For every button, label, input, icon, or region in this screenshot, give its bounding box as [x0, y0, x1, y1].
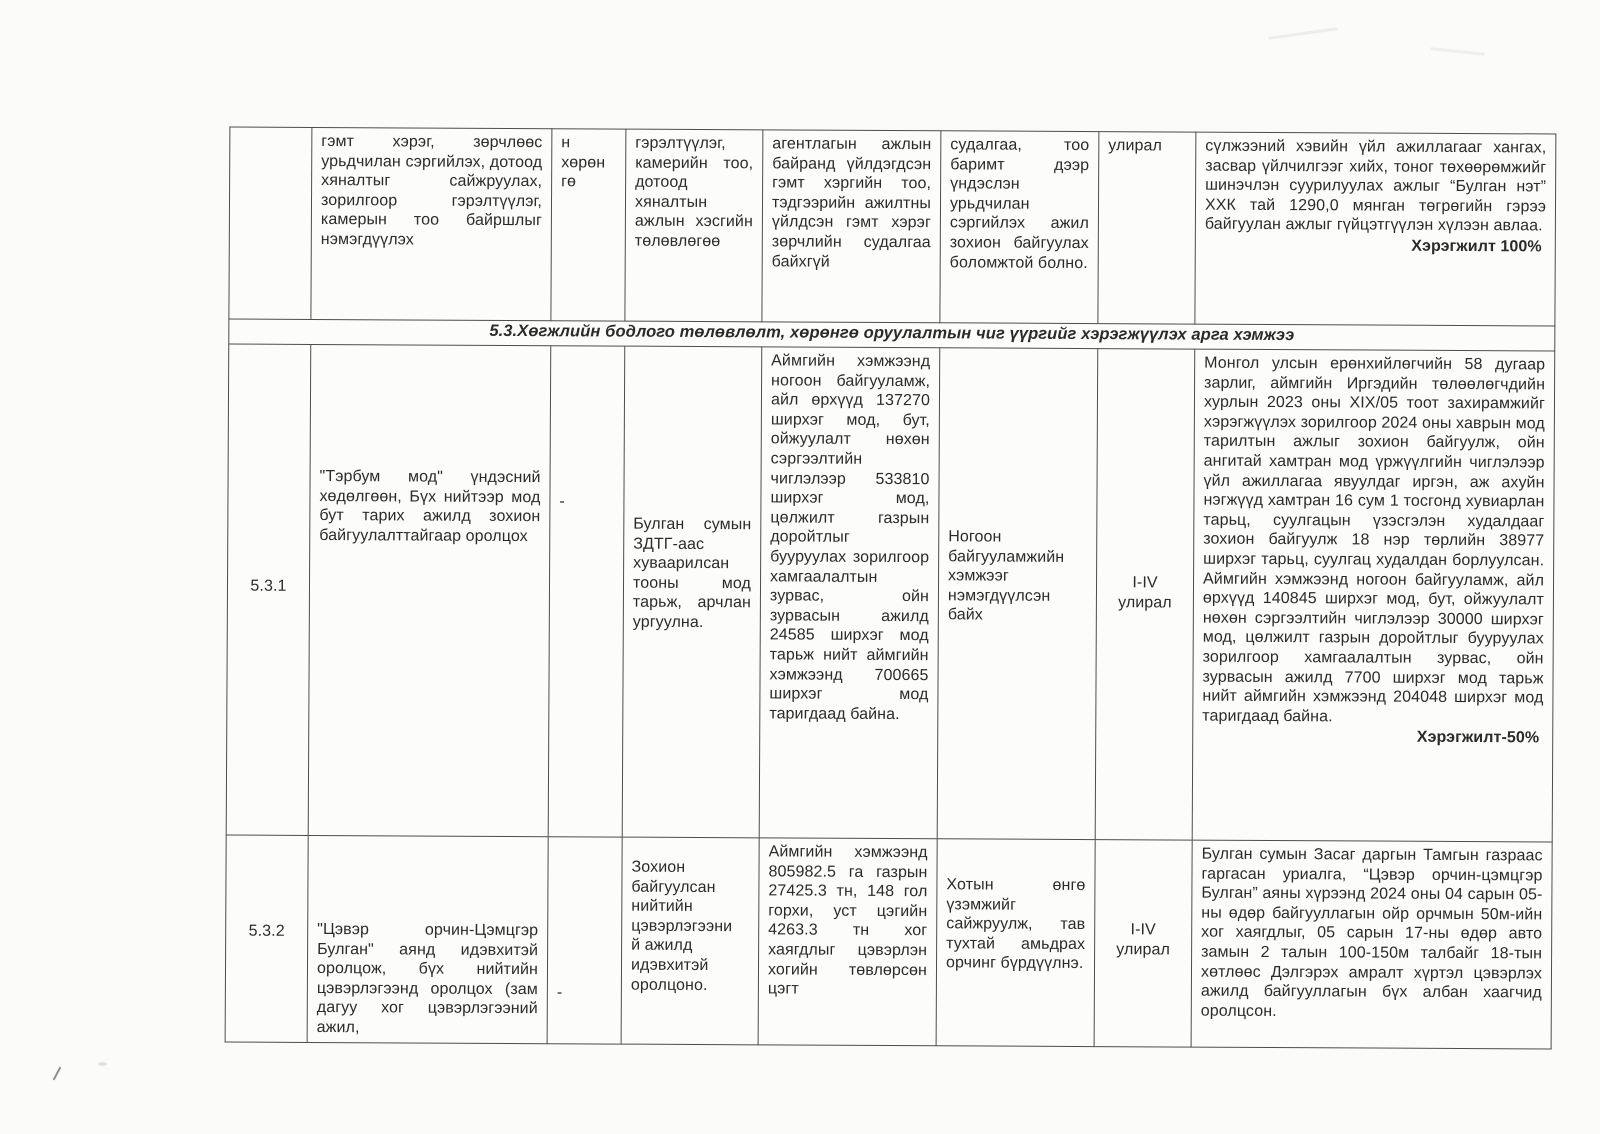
cell-531-period: I-IV улирал — [1095, 349, 1195, 841]
cell-531-target: Ногоон байгууламжийн хэмжээг нэмэгдүүлсэн байх — [937, 348, 1098, 840]
scan-artifact-streak — [1268, 27, 1338, 40]
result-text: Монгол улсын ерөнхийлөгчийн 58 дугаар зарлиг, аймгийн Иргэдийн төлөөлөгчдийн хурлын 2023 оны XIX/05 тоот захирамжийг хэрэгжүүлэх зорилгоор 2024 оны хаврын мод тарилтын ажлыг зохион байгуулж, ойн ангитай хамтран мод үржүүлгийн чиглэлээр үйл ажиллагаа явуулдаг иргэн, аж ахуйн нэгжүүд хамтран 16 сум 1 тосгонд хувиарлан тарьц, суулгацын үзэсгэлэн худалдааг зохион байгуулж 18 нэр төрлийн 38977 ширхэг тарьц, суулгац худалдан борлуулсан. Аймгийн хэмжээнд ногоон байгууламж, айл өрхүүд 140845 ширхэг мод, бут, ойжуулалт нөхөн сэргээлтийн чиглэлээр 30000 ширхэг мод, цөлжилт газрын доройтлыг бууруулах зорилгоор хамгаалалтын зурвас, ойн зурвасын ажилд 7700 ширхэг мод тарьж нийт аймгийн хэмжээнд 204048 ширхэг мод таригдаад байна. — [1202, 354, 1546, 726]
scan-artifact-pen-mark — [53, 1066, 62, 1080]
cell-532-period: I-IV улирал — [1094, 840, 1192, 1047]
cell-cont-result — [1195, 132, 1556, 326]
cell-532-number: 5.3.2 — [225, 835, 308, 1042]
table-row-continuation — [229, 127, 1556, 326]
cell-cont-number — [229, 127, 312, 319]
cell-cont-period: улирал — [1098, 132, 1196, 325]
scan-artifact-streak — [1430, 47, 1485, 56]
cell-532-activity: "Цэвэр орчин-Цэмцгэр Булган" аянд идэвхитэй оролцож, бүх нийтийн цэвэрлэгээнд оролцох (зам дагуу хог цэвэрлэгээний ажил, — [307, 835, 548, 1043]
cell-cont-budget: н хөрөн гө — [551, 129, 626, 321]
cell-531-result — [1192, 349, 1555, 842]
table-row-532 — [225, 835, 1552, 1049]
table-row-531 — [226, 344, 1555, 842]
cell-532-baseline: Аймгийн хэмжээнд 805982.5 га газрын 27425.3 тн, 148 гол горхи, уст цэгийн 4263.3 тн хог хаягдлыг цэвэрлэн хогийн төвлөрсөн цэгт — [758, 838, 937, 1045]
result-text: сүлжээний хэвийн үйл ажиллагааг хангах, засвар үйлчилгээг хийх, тоног төхөөрөмжийг шинэчлэн суурилуулах ажлыг “Булган нэт” ХХК тай 1290,0 мянган төгрөгийн гэрээ байгуулан ажлыг гүйцэтгүүлэн хүлээн авлаа. — [1204, 137, 1547, 235]
scan-artifact-speck — [98, 1062, 107, 1066]
cell-532-target: Хотын өнгө үзэмжийг сайжруулж, тав тухтай амьдрах орчинг бүрдүүлнэ. — [936, 839, 1095, 1046]
cell-532-budget: - — [547, 837, 622, 1044]
report-table — [225, 127, 1557, 1049]
cell-cont-baseline: агентлагын ажлын байранд үйлдэгдсэн гэмт хэргийн тоо, тэдгээрийн ажилтны үйлдсэн гэмт хэрэг зөрчлийн судалгаа байхгүй — [762, 130, 941, 323]
implementation-note: Хэрэгжилт 100% — [1411, 237, 1542, 256]
cell-531-number: 5.3.1 — [226, 344, 311, 835]
cell-531-baseline: Аймгийн хэмжээнд ногоон байгууламж, айл өрхүүд 137270 ширхэг мод, бут, ойжуулалт нөхөн сэргээлтийн чиглэлээр 533810 ширхэг мод, цөлжилт газрын доройтлыг бууруулах зорилгоор хамгаалалтын зурвас, ойн зурвасын ажилд 24585 ширхэг мод тарьж нийт аймгийн хэмжээнд 700665 ширхэг мод таригдаад байна. — [759, 347, 940, 839]
cell-cont-activity: гэмт хэрэг, зөрчлөөс урьдчилан сэргийлэх, дотоод хяналтыг сайжруулах, зорилгоор гэрэлтүүлэг, камерын тоо байршлыг нэмэгдүүлэх — [311, 127, 552, 320]
cell-cont-target: судалгаа, тоо баримт дээр үндэслэн урьдчилан сэргийлэх ажил зохион байгуулах боломжтой болно. — [940, 131, 1099, 324]
implementation-note: Хэрэгжилт-50% — [1416, 729, 1540, 747]
result-text: Булган сумын Засаг даргын Тамгын газраас гаргасан уриалга, “Цэвэр орчин-цэмцгэр Булган” аяны хүрээнд 2024 оны 04 сарын 05-ны өдөр байгууллагын ойр орчмын 50м-ийн хог хаягдлыг, 05 сарын 17-ны өдөр авто замын 2 талын 100-150м талбайг 18-тын хөтлөөс Дэлгэрэх амралт хүртэл цэвэрлэх ажилд байгууллагын бүх албан хаагчид оролцсон. — [1200, 845, 1543, 1020]
cell-531-budget: - — [548, 346, 625, 837]
cell-531-plan: Булган сумын ЗДТГ-аас хуваарилсан тооны мод тарьж, арчлан ургуулна. — [622, 346, 762, 838]
cell-cont-plan: гэрэлтүүлэг, камерийн тоо, дотоод хяналтын ажлын хэсгийн төлөвлөгөө — [625, 129, 763, 322]
section-header: 5.3.Хөгжлийн бодлого төлөвлөлт, хөрөнгө оруулалтын чиг үүргийг хэрэгжүүлэх арга хэмжээ — [229, 319, 1555, 351]
cell-531-activity: "Тэрбум мод" үндэсний хөдөлгөөн, Бүх нийтээр мод бут тарих ажилд зохион байгуулалттайгаар оролцох — [308, 344, 551, 836]
cell-532-plan: Зохион байгуулсан нийтийн цэвэрлэгээни й ажилд идэвхитэй оролцоно. — [621, 837, 759, 1044]
cell-532-result — [1191, 840, 1552, 1048]
